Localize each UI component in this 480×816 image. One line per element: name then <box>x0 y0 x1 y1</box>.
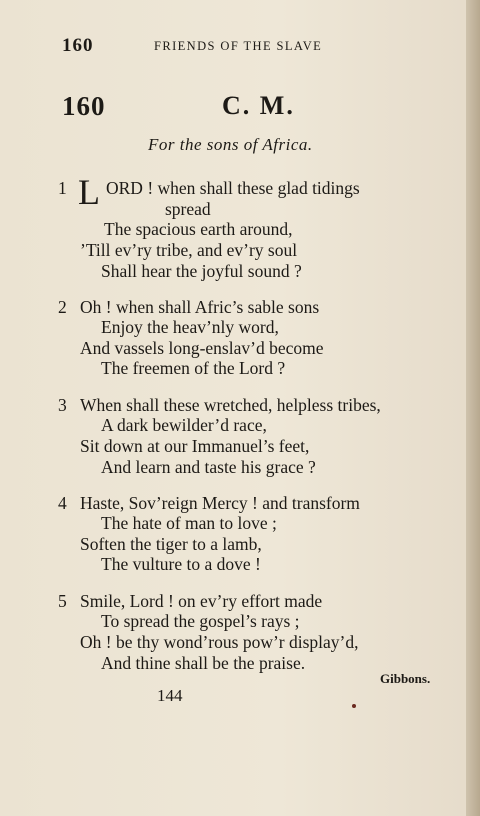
verse-line: When shall these wretched, helpless tribes, <box>80 395 381 415</box>
ink-spot <box>352 704 356 708</box>
folio-number: 144 <box>157 686 183 705</box>
verse-line: ’Till ev’ry tribe, and ev’ry soul <box>80 240 298 260</box>
verse-number: 5 <box>58 591 67 611</box>
verse-line: To spread the gospel’s rays ; <box>101 611 300 631</box>
hymn-number: 160 <box>62 91 106 121</box>
verse-line: ORD ! when shall these glad tidings <box>106 178 360 198</box>
verse-number: 4 <box>58 493 67 513</box>
running-title: FRIENDS OF THE SLAVE <box>154 39 323 53</box>
verse-line: Smile, Lord ! on ev’ry effort made <box>80 591 323 611</box>
hymn-meter: C. M. <box>222 91 295 120</box>
verse-line: spread <box>165 199 211 219</box>
hymn-attribution: Gibbons. <box>380 671 431 686</box>
verse-line: Haste, Sov’reign Mercy ! and transform <box>80 493 360 513</box>
verse-line: The vulture to a dove ! <box>101 554 261 574</box>
verse-line: The spacious earth around, <box>104 219 293 239</box>
verse-line: Oh ! be thy wond’rous pow’r display’d, <box>80 632 359 652</box>
verse-line: Sit down at our Immanuel’s feet, <box>80 436 310 456</box>
verse-number: 1 <box>58 178 67 198</box>
verse-line: And vassels long-enslav’d become <box>80 338 324 358</box>
verse-number: 2 <box>58 297 67 317</box>
verse-line: Shall hear the joyful sound ? <box>101 261 302 281</box>
drop-cap: L <box>78 172 100 212</box>
hymn-subtitle: For the sons of Africa. <box>148 135 313 154</box>
verse-line: Soften the tiger to a lamb, <box>80 534 262 554</box>
verse-line: Enjoy the heav’nly word, <box>101 317 279 337</box>
verse-line: A dark bewilder’d race, <box>101 415 267 435</box>
verse-line: Oh ! when shall Afric’s sable sons <box>80 297 320 317</box>
verse-line: And learn and taste his grace ? <box>101 457 316 477</box>
page-number: 160 <box>62 35 94 56</box>
verse-line: The hate of man to love ; <box>101 513 277 533</box>
page-edge <box>466 0 480 816</box>
verse-number: 3 <box>58 395 67 415</box>
verse-line: And thine shall be the praise. <box>101 653 306 673</box>
verse-line: The freemen of the Lord ? <box>101 358 286 378</box>
